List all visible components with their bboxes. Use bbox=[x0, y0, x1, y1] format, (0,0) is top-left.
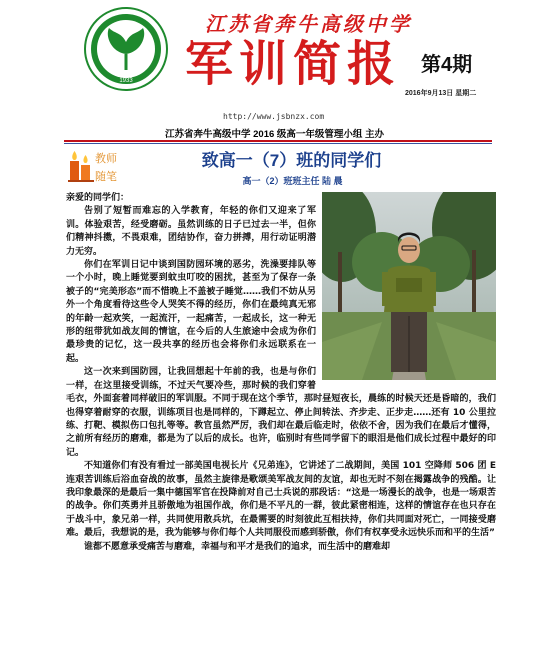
ginkgo-leaf-icon bbox=[83, 6, 169, 92]
issue-date: 2016年9月13日 星期二 bbox=[405, 90, 477, 97]
school-logo bbox=[83, 6, 169, 92]
logo-year: 1933 bbox=[119, 78, 133, 84]
article-title: 致高一（7）班的同学们 bbox=[201, 151, 382, 170]
article-body bbox=[66, 192, 496, 554]
sponsor-line: 江苏省奔牛高级中学 2016 级高一年级管理小组 主办 bbox=[165, 129, 385, 140]
photo-image bbox=[322, 192, 496, 380]
paragraph-4: 不知道你们有没有看过一部美国电视长片《兄弟连》，它讲述了二战期间，美国 101 空降师 506 团 E 连艰苦训练后浴血奋战的故事，虽然主旋律是歌颂美军战友间的友谊，却也无时不刻在揭露战争的残酷。让我印象最深的是最后一集中德国军官在投降前对自己士兵说的那段话：“这是一场漫长的战争，也是一场艰苦的战争。你们英勇并且骄傲地为祖国作战，你们是不平凡的一群，彼此紧密相连，这样的情谊存在也只存在于战斗中，象兄弟一样，共同使用散兵坑，在最需要的时刻彼此互相扶持，你们共同面对死亡，一同接受磨难。最后，我想说的是，我为能够与你们每个人共同服役而感到骄傲，你们有权享受永远快乐而和平的生活” bbox=[66, 461, 496, 539]
paper-title: 军训简报 bbox=[185, 36, 402, 92]
paragraph-3: 这一次来到国防园，让我回想起十年前的我，也是与你们一样，在这里接受训练，不过天气要冷些，那时候的我们穿着毛衣，外面套着同样破旧的军训服。不同于现在这个季节，那时昼短夜长，晨练的时候天还是昏暗的，我们也得穿着耐穿的衣服，训练项目也是同样的，下蹲起立、停止间转法、齐步走、正步走……还有 10 公里拉练、打靶、模拟伤口包扎等等。教官虽然严厉，我们却在最后临走时，依依不舍，因为我们在最后才懂得，之前所有经历的磨难，都是为了以后的成长。也许，临别时有些同学留下的眼泪是他们成长过程中最好的印记。 bbox=[66, 367, 496, 458]
column-label-line1: 教师 bbox=[95, 153, 117, 165]
paragraph-1: 告别了短暂而难忘的入学教育，年轻的你们又迎来了军训。体验艰苦，经受磨砺。虽然训练的日子已过去一半，但你们精神抖擞，不畏艰难，团结协作，奋力拼搏，用行动证明潜力无穷。 bbox=[66, 206, 316, 257]
paragraph-2: 你们在军训日记中谈到国防园环境的恶劣，洗澡要排队等一个小时，晚上睡觉要到蚊虫叮咬的困扰，甚至为了保存一条被子的“完美形态”而不惜晚上不盖被子睡觉……我们不妨从另外一个角度看待这些令人哭笑不得的经历，你们在最纯真无邪的年龄一起欢笑，一起流汗，一起痛苦，一起成长，这一种无形的纽带犹如战友间的情谊，在今后的人生旅途中会成为你们最珍贵的记忆，这一段共享的经历也会将你们永远联系在一起。 bbox=[66, 260, 316, 364]
salutation: 亲爱的同学们： bbox=[66, 193, 130, 203]
divider-red bbox=[64, 140, 492, 142]
author-photo bbox=[322, 192, 496, 380]
issue-number: 第4期 bbox=[421, 54, 473, 76]
column-label-line2: 随笔 bbox=[95, 171, 117, 183]
paragraph-5: 谁都不愿意承受痛苦与磨难，幸福与和平才是我们的追求，而生活中的磨难却 bbox=[84, 541, 391, 552]
divider-blue bbox=[64, 143, 492, 144]
article-byline: 高一（2）班班主任 陆 晨 bbox=[242, 176, 343, 186]
school-name: 江苏省奔牛高级中学 bbox=[205, 12, 412, 36]
website-url[interactable]: http://www.jsbnzx.com bbox=[223, 112, 325, 121]
